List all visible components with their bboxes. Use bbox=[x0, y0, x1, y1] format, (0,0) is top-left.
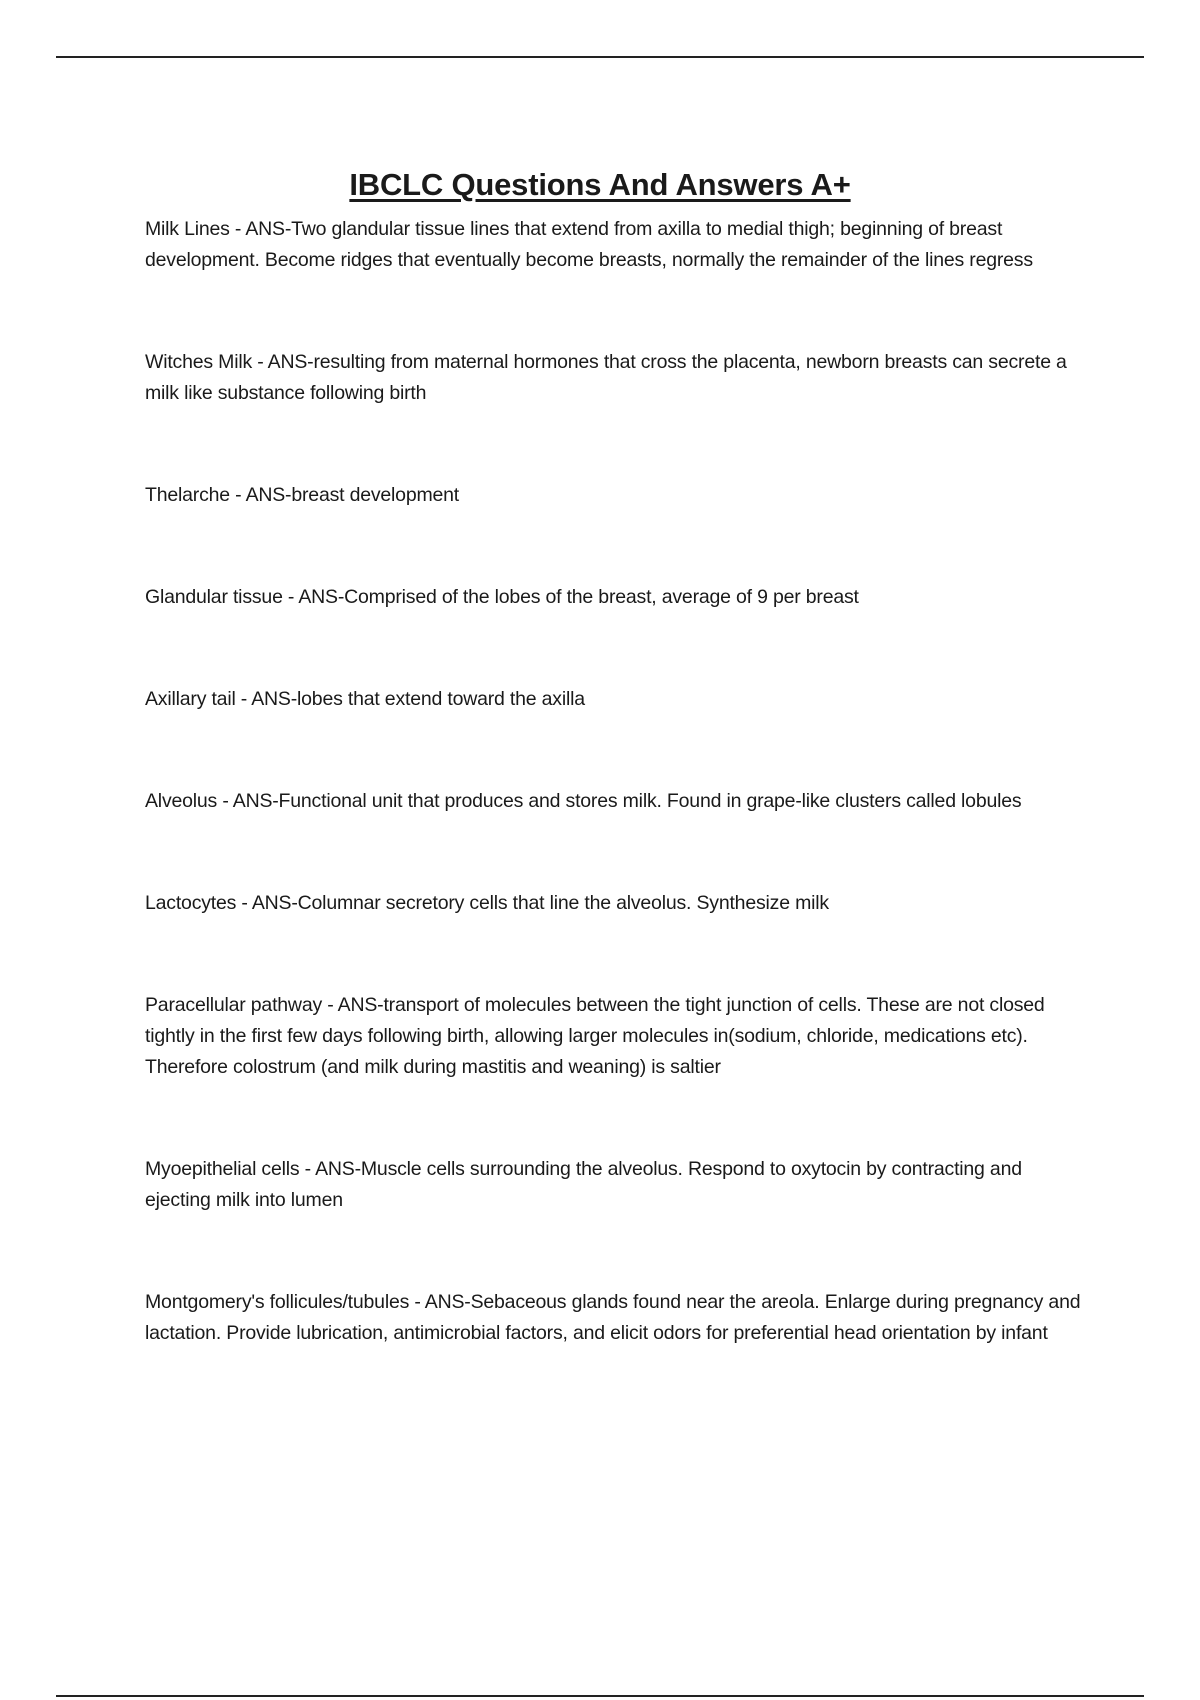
header-rule bbox=[56, 56, 1144, 58]
qa-entry-alveolus: Alveolus - ANS-Functional unit that produces and stores milk. Found in grape-like clusters called lobules bbox=[145, 790, 1022, 812]
qa-entry-montgomery-follicules: Montgomery's follicules/tubules - ANS-Sebaceous glands found near the areola. Enlarge during pregnancy and lactation. Provide lubrication, antimicrobial factors, and elicit odors for preferential head orientation by infant bbox=[145, 1291, 1081, 1344]
qa-entry-thelarche: Thelarche - ANS-breast development bbox=[145, 484, 460, 506]
qa-entry-milk-lines: Milk Lines - ANS-Two glandular tissue lines that extend from axilla to medial thigh; beginning of breast development. Become ridges that eventually become breasts, normally the remainder of the lines regress bbox=[145, 218, 1033, 271]
qa-entry-lactocytes: Lactocytes - ANS-Columnar secretory cells that line the alveolus. Synthesize milk bbox=[145, 892, 829, 914]
qa-entry-witches-milk: Witches Milk - ANS-resulting from maternal hormones that cross the placenta, newborn breasts can secrete a milk like substance following birth bbox=[145, 351, 1067, 404]
qa-entry-axillary-tail: Axillary tail - ANS-lobes that extend toward the axilla bbox=[145, 688, 585, 710]
qa-entry-glandular-tissue: Glandular tissue - ANS-Comprised of the lobes of the breast, average of 9 per breast bbox=[145, 586, 859, 608]
qa-list bbox=[145, 214, 1090, 1349]
qa-entry-paracellular-pathway: Paracellular pathway - ANS-transport of molecules between the tight junction of cells. These are not closed tightly in the first few days following birth, allowing larger molecules in(sodium, chloride, medications etc). Therefore colostrum (and milk during mastitis and weaning) is saltier bbox=[145, 994, 1045, 1078]
qa-entry-myoepithelial-cells: Myoepithelial cells - ANS-Muscle cells surrounding the alveolus. Respond to oxytocin by contracting and ejecting milk into lumen bbox=[145, 1158, 1022, 1211]
page-title: IBCLC Questions And Answers A+ bbox=[349, 166, 851, 202]
footer-rule bbox=[56, 1695, 1144, 1697]
